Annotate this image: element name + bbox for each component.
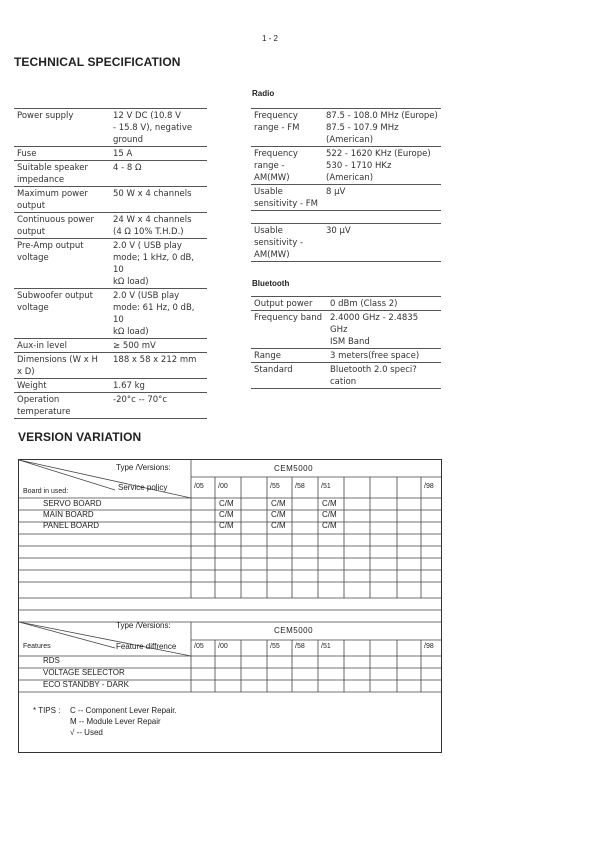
tips-title: * TIPS :	[33, 706, 61, 715]
spec-row	[251, 297, 441, 311]
model-label: CEM5000	[274, 464, 314, 473]
board-name: PANEL BOARD	[43, 521, 100, 530]
board-name: MAIN BOARD	[43, 510, 94, 519]
feature-name: ECO STANDBY - DARK	[43, 680, 129, 689]
spec-value: 24 W x 4 channels (4 Ω 10% T.H.D.)	[110, 213, 207, 239]
version-column-header: /05	[194, 643, 204, 650]
spec-row	[14, 393, 207, 419]
feature-name: RDS	[43, 656, 60, 665]
spec-row	[14, 379, 207, 393]
spec-label: Operation temperature	[14, 393, 110, 419]
tech-spec-title: TECHNICAL SPECIFICATION	[14, 55, 181, 69]
spec-value: 1.67 kg	[110, 379, 207, 393]
spec-value: 2.0 V (USB play mode: 61 Hz, 0 dB, 10 kΩ load)	[110, 289, 207, 339]
spec-value: 30 μV	[323, 224, 441, 262]
board-cell: C/M	[219, 499, 234, 508]
spec-row	[251, 185, 441, 211]
version-column-header: /55	[270, 643, 280, 650]
feature-name: VOLTAGE SELECTOR	[43, 668, 125, 677]
spec-row	[251, 109, 441, 147]
spec-label: Usable sensitivity - FM	[251, 185, 323, 211]
spec-row	[14, 289, 207, 339]
version-column-header: /00	[218, 643, 228, 650]
spec-value: -20°c -- 70°c	[110, 393, 207, 419]
tip-line: C -- Component Lever Repair.	[70, 706, 177, 715]
version-column-header: /00	[218, 483, 228, 490]
spec-label: Frequency band	[251, 311, 327, 349]
spec-row	[14, 213, 207, 239]
version-column-header: /98	[424, 483, 434, 490]
spec-label: Power supply	[14, 109, 110, 147]
board-cell: C/M	[271, 521, 286, 530]
tip-line: M -- Module Lever Repair	[70, 717, 161, 726]
board-cell: C/M	[219, 510, 234, 519]
board-cell: C/M	[271, 499, 286, 508]
spec-label: Frequency range - FM	[251, 109, 323, 147]
features-label: Features	[23, 643, 51, 650]
spec-value: 50 W x 4 channels	[110, 187, 207, 213]
version-column-header: /58	[295, 643, 305, 650]
version-column-header: /58	[295, 483, 305, 490]
spec-value: 3 meters(free space)	[327, 349, 441, 363]
spec-row	[251, 363, 441, 389]
spec-row	[14, 109, 207, 147]
spec-row	[251, 211, 441, 224]
spec-label	[251, 211, 323, 224]
spec-label: Dimensions (W x H x D)	[14, 353, 110, 379]
spec-row	[251, 349, 441, 363]
spec-row	[14, 187, 207, 213]
radio-heading: Radio	[252, 89, 275, 98]
spec-row	[251, 147, 441, 185]
spec-row	[14, 161, 207, 187]
spec-label: Fuse	[14, 147, 110, 161]
spec-label: Range	[251, 349, 327, 363]
version-column-header: /55	[270, 483, 280, 490]
spec-label: Output power	[251, 297, 327, 311]
radio-spec-table	[251, 108, 441, 262]
spec-label: Suitable speaker impedance	[14, 161, 110, 187]
spec-value: 0 dBm (Class 2)	[327, 297, 441, 311]
board-cell: C/M	[219, 521, 234, 530]
type-versions-label-2: Type /Versions:	[116, 621, 171, 630]
spec-label: Subwoofer output voltage	[14, 289, 110, 339]
type-versions-label: Type /Versions:	[116, 463, 171, 472]
version-column-header: /51	[321, 643, 331, 650]
board-cell: C/M	[271, 510, 286, 519]
spec-label: Standard	[251, 363, 327, 389]
spec-label: Continuous power output	[14, 213, 110, 239]
spec-value: ≥ 500 mV	[110, 339, 207, 353]
page-number: 1 - 2	[262, 34, 279, 43]
version-variation-title: VERSION VARIATION	[18, 430, 142, 444]
version-column-header: /05	[194, 483, 204, 490]
board-cell: C/M	[322, 510, 337, 519]
spec-row	[14, 147, 207, 161]
grid-line	[19, 460, 115, 490]
model-label-2: CEM5000	[274, 626, 314, 635]
spec-row	[14, 239, 207, 289]
spec-value: 87.5 - 108.0 MHz (Europe) 87.5 - 107.9 MHz (American)	[323, 109, 441, 147]
bluetooth-spec-table	[251, 296, 441, 389]
spec-label: Weight	[14, 379, 110, 393]
service-policy-label: Service policy	[118, 483, 168, 492]
feature-diffrence-label: Feature diffrence	[116, 642, 177, 651]
spec-value: 15 A	[110, 147, 207, 161]
spec-label: Usable sensitivity - AM(MW)	[251, 224, 323, 262]
spec-value: 8 μV	[323, 185, 441, 211]
version-column-header: /98	[424, 643, 434, 650]
spec-label: Maximum power output	[14, 187, 110, 213]
tip-line: √ -- Used	[70, 728, 103, 737]
spec-value: 2.0 V ( USB play mode; 1 kHz, 0 dB, 10 kΩ load)	[110, 239, 207, 289]
spec-row	[251, 224, 441, 262]
spec-label: Aux-in level	[14, 339, 110, 353]
spec-row	[14, 339, 207, 353]
board-in-used-label: Board in used:	[23, 488, 69, 495]
spec-value	[323, 211, 441, 224]
board-cell: C/M	[322, 499, 337, 508]
board-cell: C/M	[322, 521, 337, 530]
spec-value: 2.4000 GHz - 2.4835 GHz ISM Band	[327, 311, 441, 349]
bluetooth-heading: Bluetooth	[252, 279, 290, 288]
spec-label: Frequency range - AM(MW)	[251, 147, 323, 185]
spec-value: 188 x 58 x 212 mm	[110, 353, 207, 379]
board-name: SERVO BOARD	[43, 499, 102, 508]
spec-row	[251, 311, 441, 349]
tips-lines	[70, 705, 177, 738]
spec-value: 522 - 1620 KHz (Europe) 530 - 1710 HKz (American)	[323, 147, 441, 185]
spec-value: 4 - 8 Ω	[110, 161, 207, 187]
spec-value: Bluetooth 2.0 speci?cation	[327, 363, 441, 389]
spec-value: 12 V DC (10.8 V - 15.8 V), negative ground	[110, 109, 207, 147]
general-spec-table	[14, 108, 207, 419]
version-column-header: /51	[321, 483, 331, 490]
spec-label: Pre-Amp output voltage	[14, 239, 110, 289]
spec-row	[14, 353, 207, 379]
